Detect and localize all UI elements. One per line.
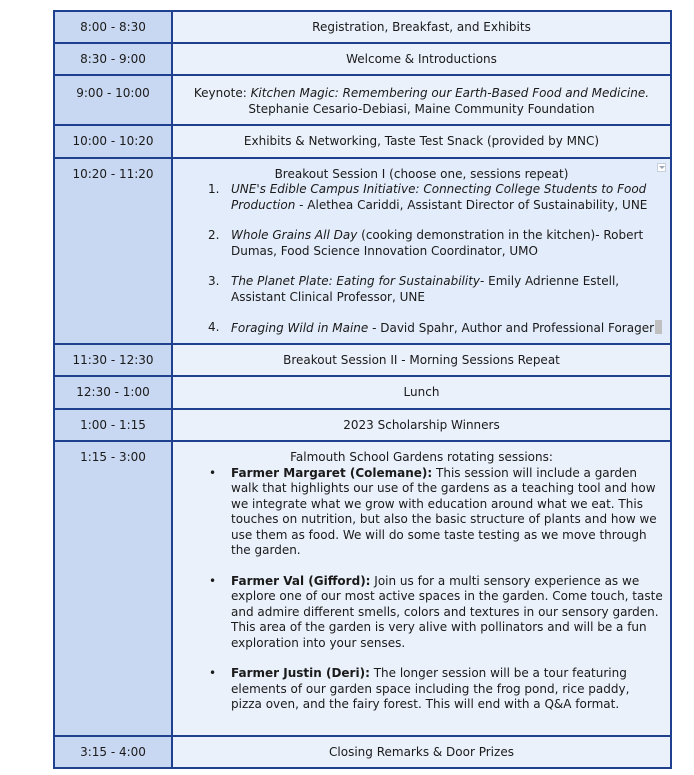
garden-session-list: [179, 466, 664, 713]
keynote-cell: [172, 75, 671, 125]
table-row: [54, 43, 671, 76]
list-item: • Farmer Justin (Deri): The longer session will be a tour featuring elements of our garden space including the frog pond, rice paddy, pizza oven, and the fairy forest. This will end with a Q&A format.: [209, 666, 630, 711]
description-cell: 2023 Scholarship Winners: [172, 409, 671, 442]
keynote-prefix: Keynote:: [193, 86, 251, 100]
list-item: 4. Foraging Wild in Maine - David Spahr, Author and Professional Forager: [231, 320, 664, 337]
table-row: [54, 158, 671, 344]
table-row: [54, 11, 671, 43]
keynote-speaker: Stephanie Cesario-Debiasi, Maine Community Foundation: [248, 101, 595, 116]
table-row: [54, 736, 671, 769]
table-row: [54, 125, 671, 158]
description-cell: Welcome & Introductions: [172, 43, 671, 76]
time-cell: 9:00 - 10:00: [54, 75, 172, 125]
time-cell: 1:00 - 1:15: [54, 409, 172, 442]
time-cell: 1:15 - 3:00: [54, 441, 172, 736]
description-cell: Registration, Breakfast, and Exhibits: [172, 11, 671, 43]
cell-dropdown-arrow-icon[interactable]: [657, 163, 666, 172]
table-row: [54, 344, 671, 377]
time-cell: 10:00 - 10:20: [54, 125, 172, 158]
time-cell: 8:30 - 9:00: [54, 43, 172, 76]
agenda-table: [53, 10, 672, 769]
list-item: • Farmer Val (Gifford): Join us for a multi sensory experience as we explore one of our most active spaces in the garden. Come touch, taste and admire different smells, colors and textures in our sensory garden. This area of the garden is very alive with pollinators and will be a fun exploration into your senses.: [209, 573, 663, 650]
time-cell: 3:15 - 4:00: [54, 736, 172, 769]
time-cell: 10:20 - 11:20: [54, 158, 172, 344]
breakout-session-cell[interactable]: [172, 158, 671, 344]
table-row: [54, 441, 671, 736]
list-item: 2. Whole Grains All Day (cooking demonstration in the kitchen)- Robert Dumas, Food Science Innovation Coordinator, UMO: [208, 228, 644, 258]
table-row: [54, 75, 671, 125]
description-cell: Closing Remarks & Door Prizes: [172, 736, 671, 769]
time-cell: 12:30 - 1:00: [54, 376, 172, 409]
list-item: 1. UNE's Edible Campus Initiative: Connecting College Students to Food Production - Alethea Cariddi, Assistant Director of Sustainability, UNE: [208, 182, 648, 212]
garden-sessions-cell: [172, 441, 671, 736]
description-cell: Exhibits & Networking, Taste Test Snack (provided by MNC): [172, 125, 671, 158]
breakout-heading: Breakout Session I (choose one, sessions repeat): [274, 166, 569, 181]
list-item: • Farmer Margaret (Colemane): This session will include a garden walk that highlights our use of the gardens as a teaching tool and how we integrate what we grow with education around what we eat. This touches on nutrition, but also the basic structure of plants and how we use them as food. We will do some taste testing as we move through the garden.: [209, 465, 657, 557]
description-cell: Breakout Session II - Morning Sessions Repeat: [172, 344, 671, 377]
time-cell: 8:00 - 8:30: [54, 11, 172, 43]
breakout-session-list: [179, 182, 664, 337]
table-row: [54, 409, 671, 442]
keynote-title: Kitchen Magic: Remembering our Earth-Based Food and Medicine.: [250, 86, 650, 100]
time-cell: 11:30 - 12:30: [54, 344, 172, 377]
list-item: 3. The Planet Plate: Eating for Sustainability- Emily Adrienne Estell, Assistant Clinical Professor, UNE: [208, 274, 620, 304]
text-cursor: [655, 320, 662, 334]
table-row: [54, 376, 671, 409]
garden-heading: Falmouth School Gardens rotating sessions:: [290, 450, 553, 464]
description-cell: Lunch: [172, 376, 671, 409]
